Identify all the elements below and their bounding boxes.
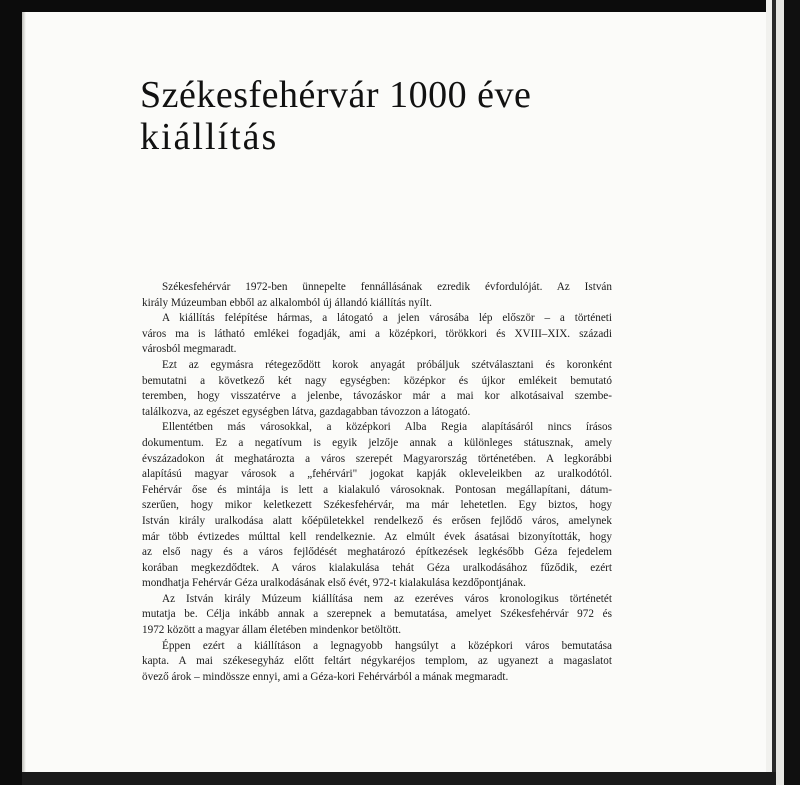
text-line: az első nagy és a város fejlődését meghatározó építkezések legkésőbb Géza fejedelem [142, 546, 612, 559]
page-edge [776, 0, 784, 785]
bottom-edge [22, 772, 776, 785]
paragraph [142, 639, 612, 686]
text-line: városból megmaradt. [142, 343, 237, 356]
paragraph [142, 358, 612, 420]
paragraph [142, 592, 612, 639]
text-line: mondhatja Fehérvár Géza uralkodásának első évét, 972-t kialakulása kezdőpontjának. [142, 577, 526, 590]
text-line: Székesfehérvár 1972-ben ünnepelte fennállásának ezredik évfordulóját. Az István [162, 281, 612, 293]
paragraph [142, 420, 612, 592]
body-text [142, 280, 612, 685]
text-line: király Múzeumban ebből az alkalomból új állandó kiállítás nyílt. [142, 296, 432, 309]
text-line: Éppen ezért a kiállításon a legnagyobb hangsúlyt a középkori város bemutatása [162, 639, 612, 652]
text-line: A kiállítás felépítése hármas, a látogató a jelen városába lép először – a történeti [162, 312, 612, 325]
text-line: szerűen, hogy mikor keletkezett Székesfehérvár, ma már lehetetlen. Egy biztos, hogy [142, 499, 612, 512]
text-line: 1972 között a magyar állam életében mindenkor betöltött. [142, 624, 402, 637]
text-line: Ezt az egymásra rétegeződött korok anyagát próbáljuk szétválasztani és koronként [162, 358, 612, 371]
text-line: korában megkezdődtek. A város kialakulása tehát Géza uralkodásához fűződik, ezért [142, 561, 612, 574]
paragraph [142, 311, 612, 358]
page-title [140, 74, 531, 158]
page-edge [784, 0, 800, 785]
text-line: már több évtizedes múlttal kell rendelkeznie. Az elmúlt évek ásatásai bizonyították, hogy [142, 530, 612, 543]
text-line: teremben, hogy visszatérve a jelenbe, távozáskor már a mai kor alkotásaival szembe- [142, 390, 612, 403]
text-line: mutatja be. Célja inkább annak a szerepnek a bemutatása, amelyet Székesfehérvár 972 és [142, 608, 612, 621]
text-line: város ma is látható emlékei fogadják, ami a középkori, törökkori és XVIII–XIX. századi [142, 327, 612, 340]
text-line: István király uralkodása alatt kőépületekkel rendelkező és erősen fejlődő város, amelynek [142, 514, 612, 527]
text-line: Az István király Múzeum kiállítása nem az ezeréves város kronologikus történetét [162, 592, 612, 605]
text-line: kapta. A mai székesegyház előtt feltárt négykaréjos templom, az ugyanezt a magaslatot [142, 655, 612, 668]
title-line-1: Székesfehérvár 1000 éve [140, 74, 532, 116]
title-line-2: kiállítás [140, 116, 279, 158]
text-line: övező árok – mindössze ennyi, ami a Géza-kori Fehérvárból a mának megmaradt. [142, 670, 509, 683]
page-spine-shadow [22, 12, 26, 772]
text-line: Ellentétben más városokkal, a középkori Alba Regia alapításáról nincs írásos [162, 421, 612, 434]
text-line: találkozva, az egészet egységben látva, gazdagabban távozzon a látogató. [142, 405, 471, 418]
text-line: Fehérvár őse és mintája is lett a kialakuló városoknak. Pontosan megállapítani, dátum- [142, 483, 612, 496]
text-line: bemutatni a következő két nagy egységben: középkor és újkor emlékeit bemutató [142, 374, 612, 387]
text-line: alapítású magyar városok a „fehérvári" jogokat kapják okleveleikben az uralkodótól. [142, 468, 612, 481]
text-line: dokumentum. Ez a negatívum is egyik jelzője annak a különleges státusznak, amely [142, 436, 612, 449]
text-line: évszázadokon át meghatározta a város szerepét Magyarország történetében. A legkorábbi [142, 452, 612, 465]
paragraph [142, 280, 612, 311]
